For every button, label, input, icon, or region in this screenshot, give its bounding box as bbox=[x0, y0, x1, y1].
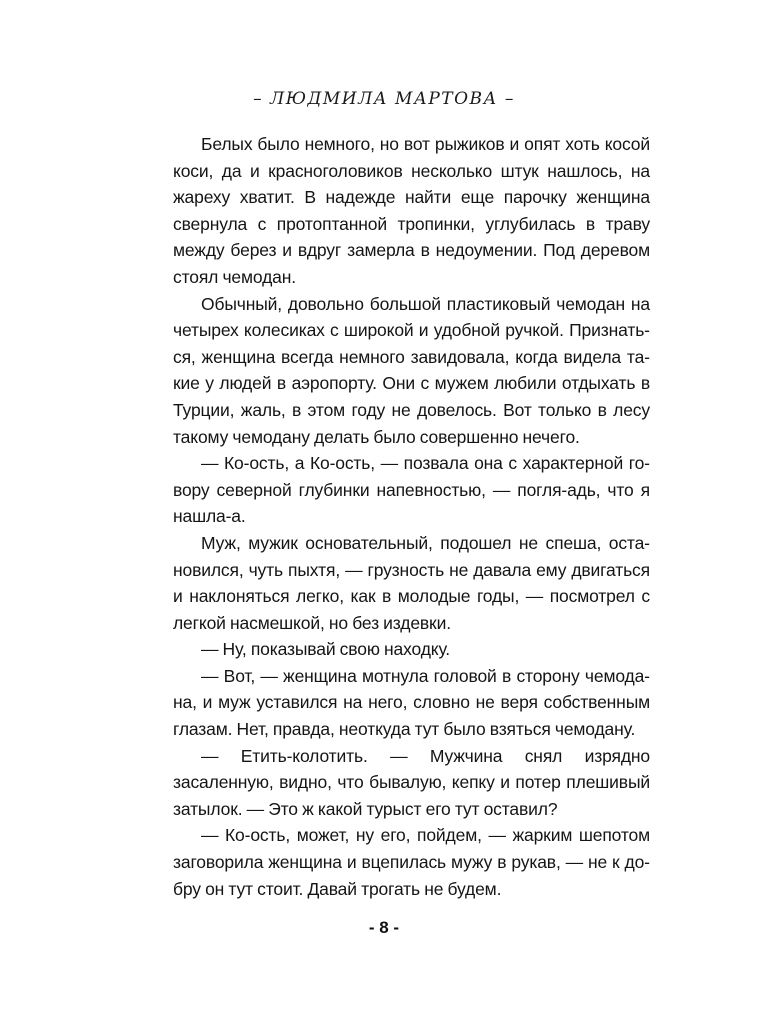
body-text bbox=[173, 131, 650, 902]
paragraph: — Вот, — женщина мотнула головой в сторону чемодана, и муж уставился на него, словно не веря собственным глазам. Нет, правда, неоткуда тут было взяться чемодану. bbox=[173, 665, 650, 740]
paragraph: — Ко-ость, может, ну его, пойдем, — жарким шепотом заговорила женщина и вцепилась мужу в рукав, — не к добру он тут стоит. Давай трогать не будем. bbox=[173, 825, 650, 899]
page-number: - 8 - bbox=[368, 918, 400, 937]
running-header-author: – ЛЮДМИЛА МАРТОВА – bbox=[253, 89, 515, 109]
paragraph: — Ко-ость, а Ко-ость, — позвала она с характерной говору северной глубинки напевностью, — погля-адь, что я нашла-а. bbox=[173, 453, 650, 527]
paragraph: — Етить-колотить. — Мужчина снял изрядно засаленную, видно, что бывалую, кепку и потер плешивый затылок. — Это ж какой турыст его тут оставил? bbox=[173, 745, 650, 819]
paragraph: Обычный, довольно большой пластиковый чемодан на четырех колесиках с широкой и удобной ручкой. Признаться, женщина всегда немного завидовала, когда видела такие у людей в аэропорту. Они с мужем любили отдыхать в Турции, жаль, в этом году не довелось. Вот только в лесу такому чемодану делать было совершенно нечего. bbox=[173, 293, 650, 447]
paragraph: — Ну, показывай свою находку. bbox=[201, 639, 451, 660]
paragraph: Белых было немного, но вот рыжиков и опят хоть косой коси, да и красноголовиков несколько штук нашлось, на жареху хватит. В надежде найти еще парочку женщина свернула с протоптанной тропинки, углубилась в траву между берез и вдруг замерла в недоумении. Под деревом стоял чемодан. bbox=[173, 134, 650, 287]
paragraph: Муж, мужик основательный, подошел не спеша, остановился, чуть пыхтя, — грузность не давала ему двигаться и наклоняться легко, как в молодые годы, — посмотрел с легкой насмешкой, но без издевки. bbox=[173, 532, 650, 633]
